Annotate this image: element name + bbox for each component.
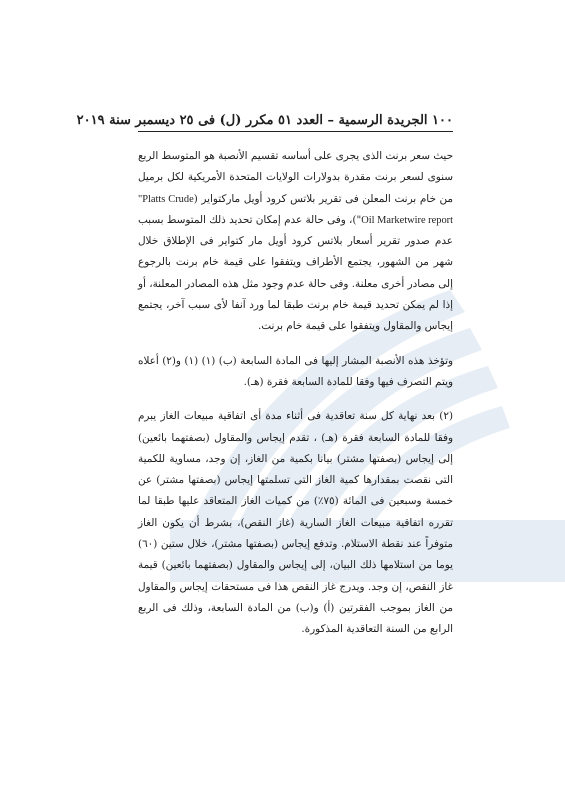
document-body [138,146,453,654]
paragraph-brent-price [138,146,453,338]
paragraph-brent-price-part-2: ")، وفى حالة عدم إمكان تحديد ذلك المتوسط بسبب عدم صدور تقرير أسعار بلاتس كرود أويل مار كتواير فى الإطلاق خلال شهر من الشهور، يجتمع الأطراف ويتفقوا على قيمة خام برنت بالرجوع إلى مصادر أخرى معلنة. وفى حالة عدم وجود مثل هذه المصادر المعلنة، أو إذا لم يمكن تحديد قيمة خام برنت طبقا لما ورد آنفا لأى سبب آخر، يجتمع إيجاس والمقاول ويتفقوا على قيمة خام برنت. [137,213,453,333]
paragraph-brent-price-part-1: حيث سعر برنت الذى يجرى على أساسه تقسيم الأنصبة هو المتوسط الربع سنوى لسعر برنت مقدرة بدولارات الولايات المتحدة الأمريكية لكل برميل من خام برنت المعلن فى تقرير بلاتس كرود أويل ماركتواير ( [138,150,453,205]
paragraph-shortfall-gas: (٢) بعد نهاية كل سنة تعاقدية فى أثناء مدة أى اتفاقية مبيعات الغاز يبرم وفقا للمادة السابعة فقرة (هـ) ، تقدم إيجاس والمقاول (بصفتهما بائعين) إلى إيجاس (بصفتها مشتر) بيانا بكمية من الغاز، إن وجد، مساوية للكمية التى نقصت بمقدارها كمية الغاز التى تسلمتها إيجاس (بصفتها مشتر) عن خمسة وسبعين فى المائة (٧٥٪) من كميات الغاز المتعاقد عليها طبقا لما تقرره اتفاقية مبيعات الغاز السارية (غاز النقص)، بشرط أن يكون الغاز متوفراً عند نقطة الاستلام. وتدفع إيجاس (بصفتها مشتر)، خلال ستين (٦٠) يوما من استلامها ذلك البيان، إلى إيجاس والمقاول (بصفتهما بائعين) قيمة غاز النقص، إن وجد. ويدرج غاز النقص هذا فى مستحقات إيجاس والمقاول من الغاز بموجب الفقرتين (أ) و(ب) من المادة السابعة، وذلك فى الربع الرابع من السنة التعاقدية المذكورة. [138,410,453,636]
header-page-info: ١٠٠ الجريدة الرسمية – العدد ٥١ مكرر (ل) فى ٢٥ ديسمبر سنة ٢٠١٩ [76,113,453,128]
page-header [76,106,453,132]
platts-report-name: "Platts Crude Oil Marketwire report [138,193,453,226]
paragraph-shares-disposal: وتؤخذ هذه الأنصبة المشار إليها فى المادة السابعة (ب) (١) (١) و(٢) أعلاه ويتم التصرف فيها وفقا للمادة السابعة فقرة (هـ). [138,354,453,388]
